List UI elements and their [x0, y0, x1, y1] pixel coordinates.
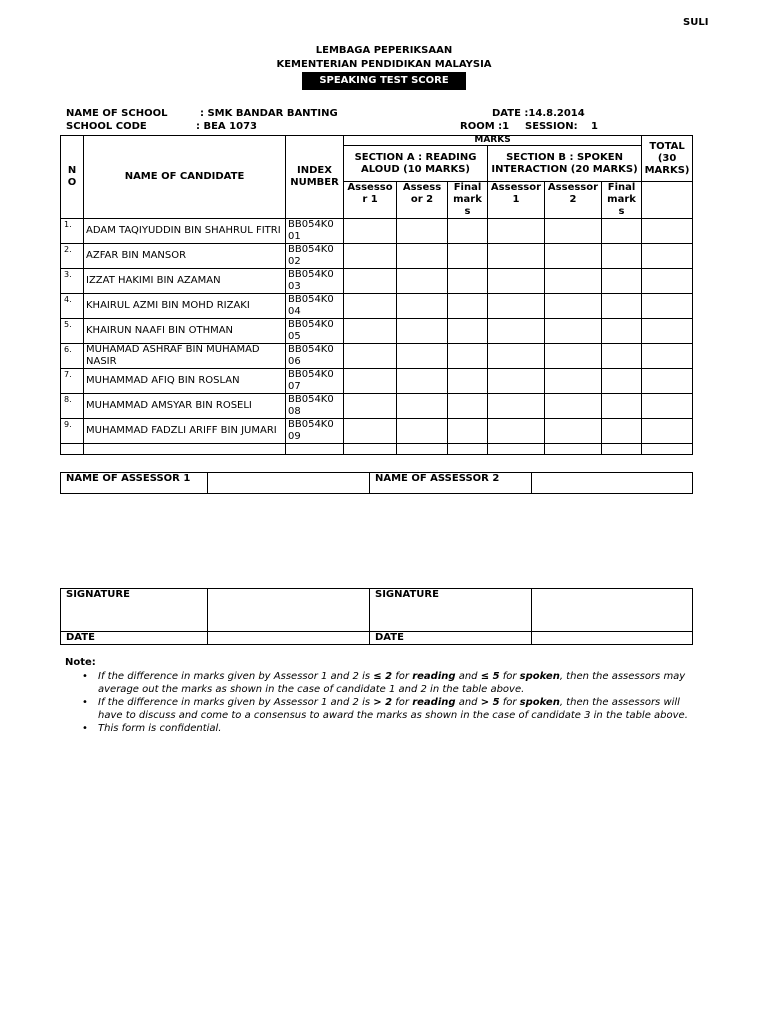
score-cell[interactable]	[545, 369, 602, 394]
score-cell[interactable]	[545, 344, 602, 369]
empty-cell	[286, 444, 344, 455]
org-line-2: KEMENTERIAN PENDIDIKAN MALAYSIA	[276, 59, 492, 70]
score-cell[interactable]	[448, 294, 488, 319]
score-cell[interactable]	[488, 219, 545, 244]
score-cell[interactable]	[397, 219, 448, 244]
score-cell[interactable]	[397, 419, 448, 444]
score-cell[interactable]	[545, 244, 602, 269]
score-cell[interactable]	[344, 419, 397, 444]
total-header: TOTAL (30 MARKS)	[642, 136, 693, 182]
date-1-field[interactable]	[208, 632, 370, 645]
index-number: BB054K0 06	[286, 344, 344, 369]
score-cell[interactable]	[545, 419, 602, 444]
score-cell[interactable]	[602, 419, 642, 444]
total-cell[interactable]	[642, 419, 693, 444]
note-item: • This form is confidential.	[82, 722, 702, 735]
candidate-name: AZFAR BIN MANSOR	[84, 244, 286, 269]
table-row	[61, 344, 693, 369]
row-number: 5.	[61, 319, 84, 344]
empty-cell	[84, 444, 286, 455]
total-cell[interactable]	[642, 269, 693, 294]
col-header-index: INDEX NUMBER	[286, 136, 344, 219]
index-number: BB054K0 01	[286, 219, 344, 244]
room-label: ROOM :1	[460, 121, 510, 132]
row-number: 1.	[61, 219, 84, 244]
assessor-1-label: NAME OF ASSESSOR 1	[61, 473, 208, 494]
table-row-empty	[61, 444, 693, 455]
empty-cell	[344, 444, 397, 455]
school-name-label: NAME OF SCHOOL	[66, 108, 168, 119]
score-cell[interactable]	[397, 269, 448, 294]
candidate-name: IZZAT HAKIMI BIN AZAMAN	[84, 269, 286, 294]
score-cell[interactable]	[545, 269, 602, 294]
table-row	[61, 294, 693, 319]
empty-cell	[488, 444, 545, 455]
a-assessor-2-header: Assess or 2	[397, 182, 448, 219]
score-cell[interactable]	[602, 344, 642, 369]
total-cell[interactable]	[642, 319, 693, 344]
date-1-label: DATE	[61, 632, 208, 645]
index-number: BB054K0 04	[286, 294, 344, 319]
score-cell[interactable]	[602, 319, 642, 344]
score-cell[interactable]	[344, 344, 397, 369]
index-number: BB054K0 08	[286, 394, 344, 419]
score-cell[interactable]	[448, 344, 488, 369]
score-cell[interactable]	[448, 319, 488, 344]
score-cell[interactable]	[448, 244, 488, 269]
signature-1-label: SIGNATURE	[61, 589, 208, 632]
score-cell[interactable]	[344, 244, 397, 269]
score-cell[interactable]	[602, 294, 642, 319]
col-header-no: N O	[61, 136, 84, 219]
score-cell[interactable]	[344, 394, 397, 419]
table-row	[61, 394, 693, 419]
col-header-name: NAME OF CANDIDATE	[84, 136, 286, 219]
session-label: SESSION:	[525, 121, 578, 132]
section-a-header: SECTION A : READING ALOUD (10 MARKS)	[344, 146, 488, 182]
score-cell[interactable]	[488, 344, 545, 369]
score-cell[interactable]	[602, 269, 642, 294]
score-cell[interactable]	[488, 269, 545, 294]
table-row	[61, 419, 693, 444]
score-cell[interactable]	[602, 394, 642, 419]
total-cell[interactable]	[642, 244, 693, 269]
assessor-names-table	[60, 472, 693, 494]
candidate-name: MUHAMMAD FADZLI ARIFF BIN JUMARI	[84, 419, 286, 444]
candidate-name: KHAIRUN NAAFI BIN OTHMAN	[84, 319, 286, 344]
score-cell[interactable]	[344, 369, 397, 394]
score-cell[interactable]	[397, 344, 448, 369]
assessor-1-name-field[interactable]	[208, 473, 370, 494]
score-cell[interactable]	[448, 369, 488, 394]
index-number: BB054K0 05	[286, 319, 344, 344]
table-row	[61, 369, 693, 394]
b-assessor-1-header: Assessor 1	[488, 182, 545, 219]
score-cell[interactable]	[344, 294, 397, 319]
total-cell[interactable]	[642, 344, 693, 369]
school-code-value: : BEA 1073	[196, 121, 257, 132]
signature-table	[60, 588, 693, 645]
candidate-name: MUHAMMAD AMSYAR BIN ROSELI	[84, 394, 286, 419]
date-2-field[interactable]	[532, 632, 693, 645]
empty-cell	[602, 444, 642, 455]
index-number: BB054K0 03	[286, 269, 344, 294]
score-cell[interactable]	[448, 419, 488, 444]
session-value: 1	[591, 121, 598, 132]
note-item: • If the difference in marks given by Assessor 1 and 2 is > 2 for reading and > 5 for spoken, then the assessors will have to discuss and come to a consensus to award the marks as shown in the case of candidate 3 in the table above.	[82, 696, 702, 722]
date-2-label: DATE	[370, 632, 532, 645]
row-number: 8.	[61, 394, 84, 419]
score-cell[interactable]	[488, 294, 545, 319]
score-cell[interactable]	[397, 394, 448, 419]
signature-2-label: SIGNATURE	[370, 589, 532, 632]
notes-list	[82, 670, 702, 735]
org-line-1: LEMBAGA PEPERIKSAAN	[315, 45, 453, 56]
index-number: BB054K0 09	[286, 419, 344, 444]
test-date: DATE :14.8.2014	[492, 108, 585, 119]
candidate-name: KHAIRUL AZMI BIN MOHD RIZAKI	[84, 294, 286, 319]
empty-cell	[642, 444, 693, 455]
score-cell[interactable]	[448, 219, 488, 244]
score-cell[interactable]	[397, 244, 448, 269]
score-cell[interactable]	[397, 294, 448, 319]
row-number: 6.	[61, 344, 84, 369]
score-cell[interactable]	[344, 319, 397, 344]
empty-cell	[545, 444, 602, 455]
score-cell[interactable]	[602, 369, 642, 394]
score-cell[interactable]	[488, 369, 545, 394]
score-cell[interactable]	[397, 369, 448, 394]
total-cell[interactable]	[642, 369, 693, 394]
table-row	[61, 269, 693, 294]
score-cell[interactable]	[397, 319, 448, 344]
total-cell[interactable]	[642, 294, 693, 319]
score-cell[interactable]	[545, 319, 602, 344]
signature-2-field[interactable]	[532, 589, 693, 632]
empty-cell	[61, 444, 84, 455]
b-final-marks-header: Final mark s	[602, 182, 642, 219]
score-cell[interactable]	[488, 394, 545, 419]
note-title: Note:	[65, 657, 96, 668]
candidate-name: MUHAMMAD AFIQ BIN ROSLAN	[84, 369, 286, 394]
empty-cell	[448, 444, 488, 455]
score-cell[interactable]	[545, 394, 602, 419]
table-row	[61, 244, 693, 269]
total-cell[interactable]	[642, 394, 693, 419]
index-number: BB054K0 02	[286, 244, 344, 269]
score-cell[interactable]	[488, 419, 545, 444]
row-number: 4.	[61, 294, 84, 319]
confidential-label: SULI	[683, 17, 709, 28]
score-cell[interactable]	[545, 219, 602, 244]
score-cell[interactable]	[448, 394, 488, 419]
a-final-marks-header: Final mark s	[448, 182, 488, 219]
b-assessor-2-header: Assessor 2	[545, 182, 602, 219]
school-code-label: SCHOOL CODE	[66, 121, 147, 132]
assessor-2-label: NAME OF ASSESSOR 2	[370, 473, 532, 494]
a-assessor-1-header: Assesso r 1	[344, 182, 397, 219]
score-cell[interactable]	[602, 244, 642, 269]
score-cell[interactable]	[545, 294, 602, 319]
total-blank-cell	[642, 182, 693, 219]
total-cell[interactable]	[642, 219, 693, 244]
section-b-header: SECTION B : SPOKEN INTERACTION (20 MARKS)	[488, 146, 642, 182]
candidate-name: MUHAMAD ASHRAF BIN MUHAMAD NASIR	[84, 344, 286, 369]
score-cell[interactable]	[488, 244, 545, 269]
signature-1-field[interactable]	[208, 589, 370, 632]
note-item: • If the difference in marks given by Assessor 1 and 2 is ≤ 2 for reading and ≤ 5 for spoken, then the assessors may average out the marks as shown in the case of candidate 1 and 2 in the table above.	[82, 670, 702, 696]
table-row	[61, 319, 693, 344]
row-number: 7.	[61, 369, 84, 394]
empty-cell	[397, 444, 448, 455]
score-table	[60, 135, 693, 455]
score-cell[interactable]	[344, 269, 397, 294]
row-number: 2.	[61, 244, 84, 269]
index-number: BB054K0 07	[286, 369, 344, 394]
row-number: 3.	[61, 269, 84, 294]
candidate-name: ADAM TAQIYUDDIN BIN SHAHRUL FITRI	[84, 219, 286, 244]
score-cell[interactable]	[602, 219, 642, 244]
score-cell[interactable]	[488, 319, 545, 344]
score-cell[interactable]	[344, 219, 397, 244]
assessor-2-name-field[interactable]	[532, 473, 693, 494]
score-cell[interactable]	[448, 269, 488, 294]
form-title-banner: SPEAKING TEST SCORE	[302, 72, 466, 90]
row-number: 9.	[61, 419, 84, 444]
school-name-value: : SMK BANDAR BANTING	[200, 108, 338, 119]
table-row	[61, 219, 693, 244]
marks-header: MARKS	[344, 136, 642, 146]
